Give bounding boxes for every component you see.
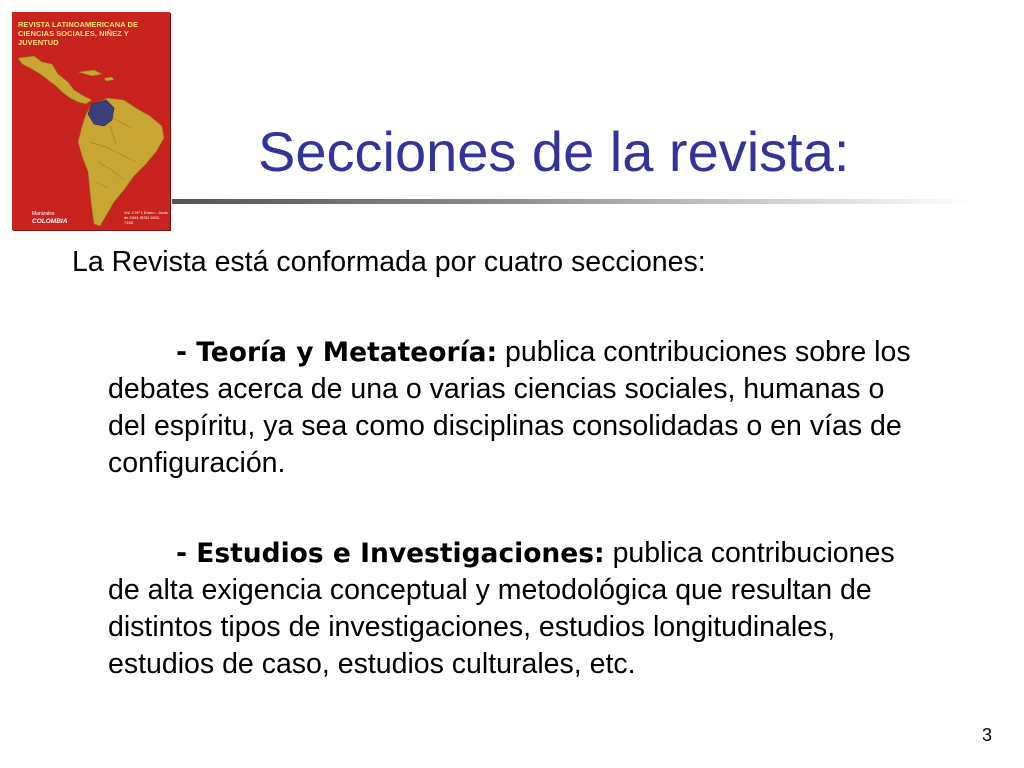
magazine-cover-image — [12, 12, 170, 230]
section-item — [108, 535, 928, 683]
latin-america-map-icon — [12, 52, 170, 230]
section-heading: - Estudios e Investigaciones: — [176, 538, 605, 569]
cover-issue-info: Vol. 2 Nº 1 Enero - Junio de 2004 ISSN 1692-715X — [124, 210, 168, 225]
cover-title: REVISTA LATINOAMERICANA DE CIENCIAS SOCIALES, NIÑEZ Y JUVENTUD — [18, 20, 139, 47]
section-item — [108, 334, 928, 482]
section-heading: - Teoría y Metateoría: — [176, 337, 498, 368]
cover-country: COLOMBIA — [32, 218, 68, 225]
page-number: 3 — [981, 725, 992, 745]
title-divider — [172, 199, 972, 204]
section-description: publica contribuciones de alta exigencia conceptual y metodológica que resultan de distintos tipos de investigaciones, estudios longitudinales, estudios de caso, estudios culturales, etc. — [108, 537, 895, 680]
section-description: publica contribuciones sobre los debates acerca de una o varias ciencias sociales, humanas o del espíritu, ya sea como disciplinas consolidadas o en vías de configuración. — [108, 336, 911, 479]
intro-text: La Revista está conformada por cuatro secciones: — [72, 246, 706, 278]
cover-publisher: Manizales — [32, 211, 55, 217]
slide-title: Secciones de la revista: — [258, 120, 850, 183]
